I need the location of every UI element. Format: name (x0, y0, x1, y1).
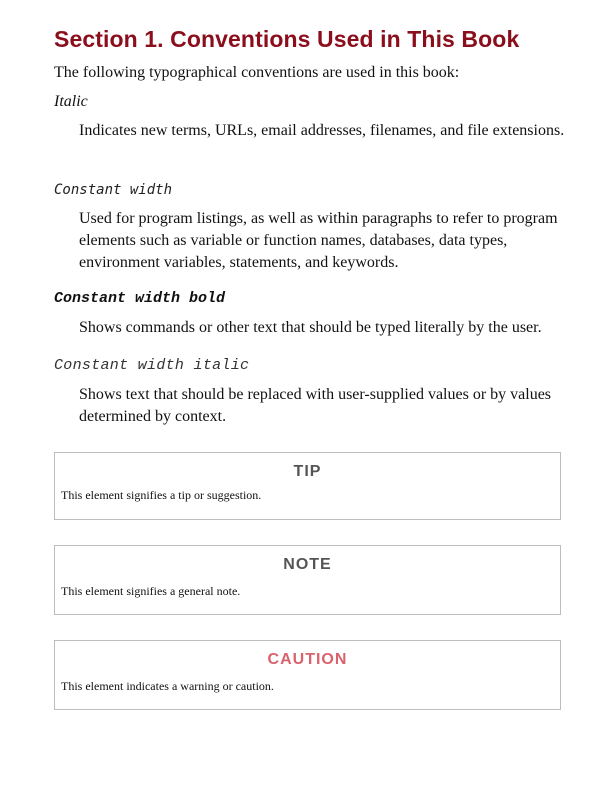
tip-callout (54, 452, 561, 520)
description-constant-width: Used for program listings, as well as within paragraphs to refer to program elements such as variable or function names, databases, data types, environment variables, statements, and keywords. (79, 210, 558, 271)
description-italic: Indicates new terms, URLs, email addresses, filenames, and file extensions. (79, 122, 565, 139)
note-text: This element signifies a general note. (61, 584, 241, 598)
term-constant-width: Constant width (54, 182, 173, 198)
tip-label: TIP (293, 463, 322, 480)
description-constant-width-italic: Shows text that should be replaced with user-supplied values or by values determined by context. (79, 386, 552, 425)
tip-text: This element signifies a tip or suggestion. (61, 488, 262, 502)
note-callout (54, 545, 561, 615)
intro-paragraph: The following typographical conventions are used in this book: (54, 64, 460, 81)
term-constant-width-bold: Constant width bold (54, 290, 226, 307)
section-title: Section 1. Conventions Used in This Book (54, 26, 520, 52)
caution-callout (54, 640, 561, 710)
caution-label: CAUTION (267, 651, 348, 668)
note-label: NOTE (283, 556, 332, 573)
term-italic: Italic (54, 93, 88, 110)
term-constant-width-italic: Constant width italic (54, 357, 250, 374)
description-constant-width-bold: Shows commands or other text that should be typed literally by the user. (79, 319, 542, 336)
caution-text: This element indicates a warning or caution. (61, 679, 274, 693)
